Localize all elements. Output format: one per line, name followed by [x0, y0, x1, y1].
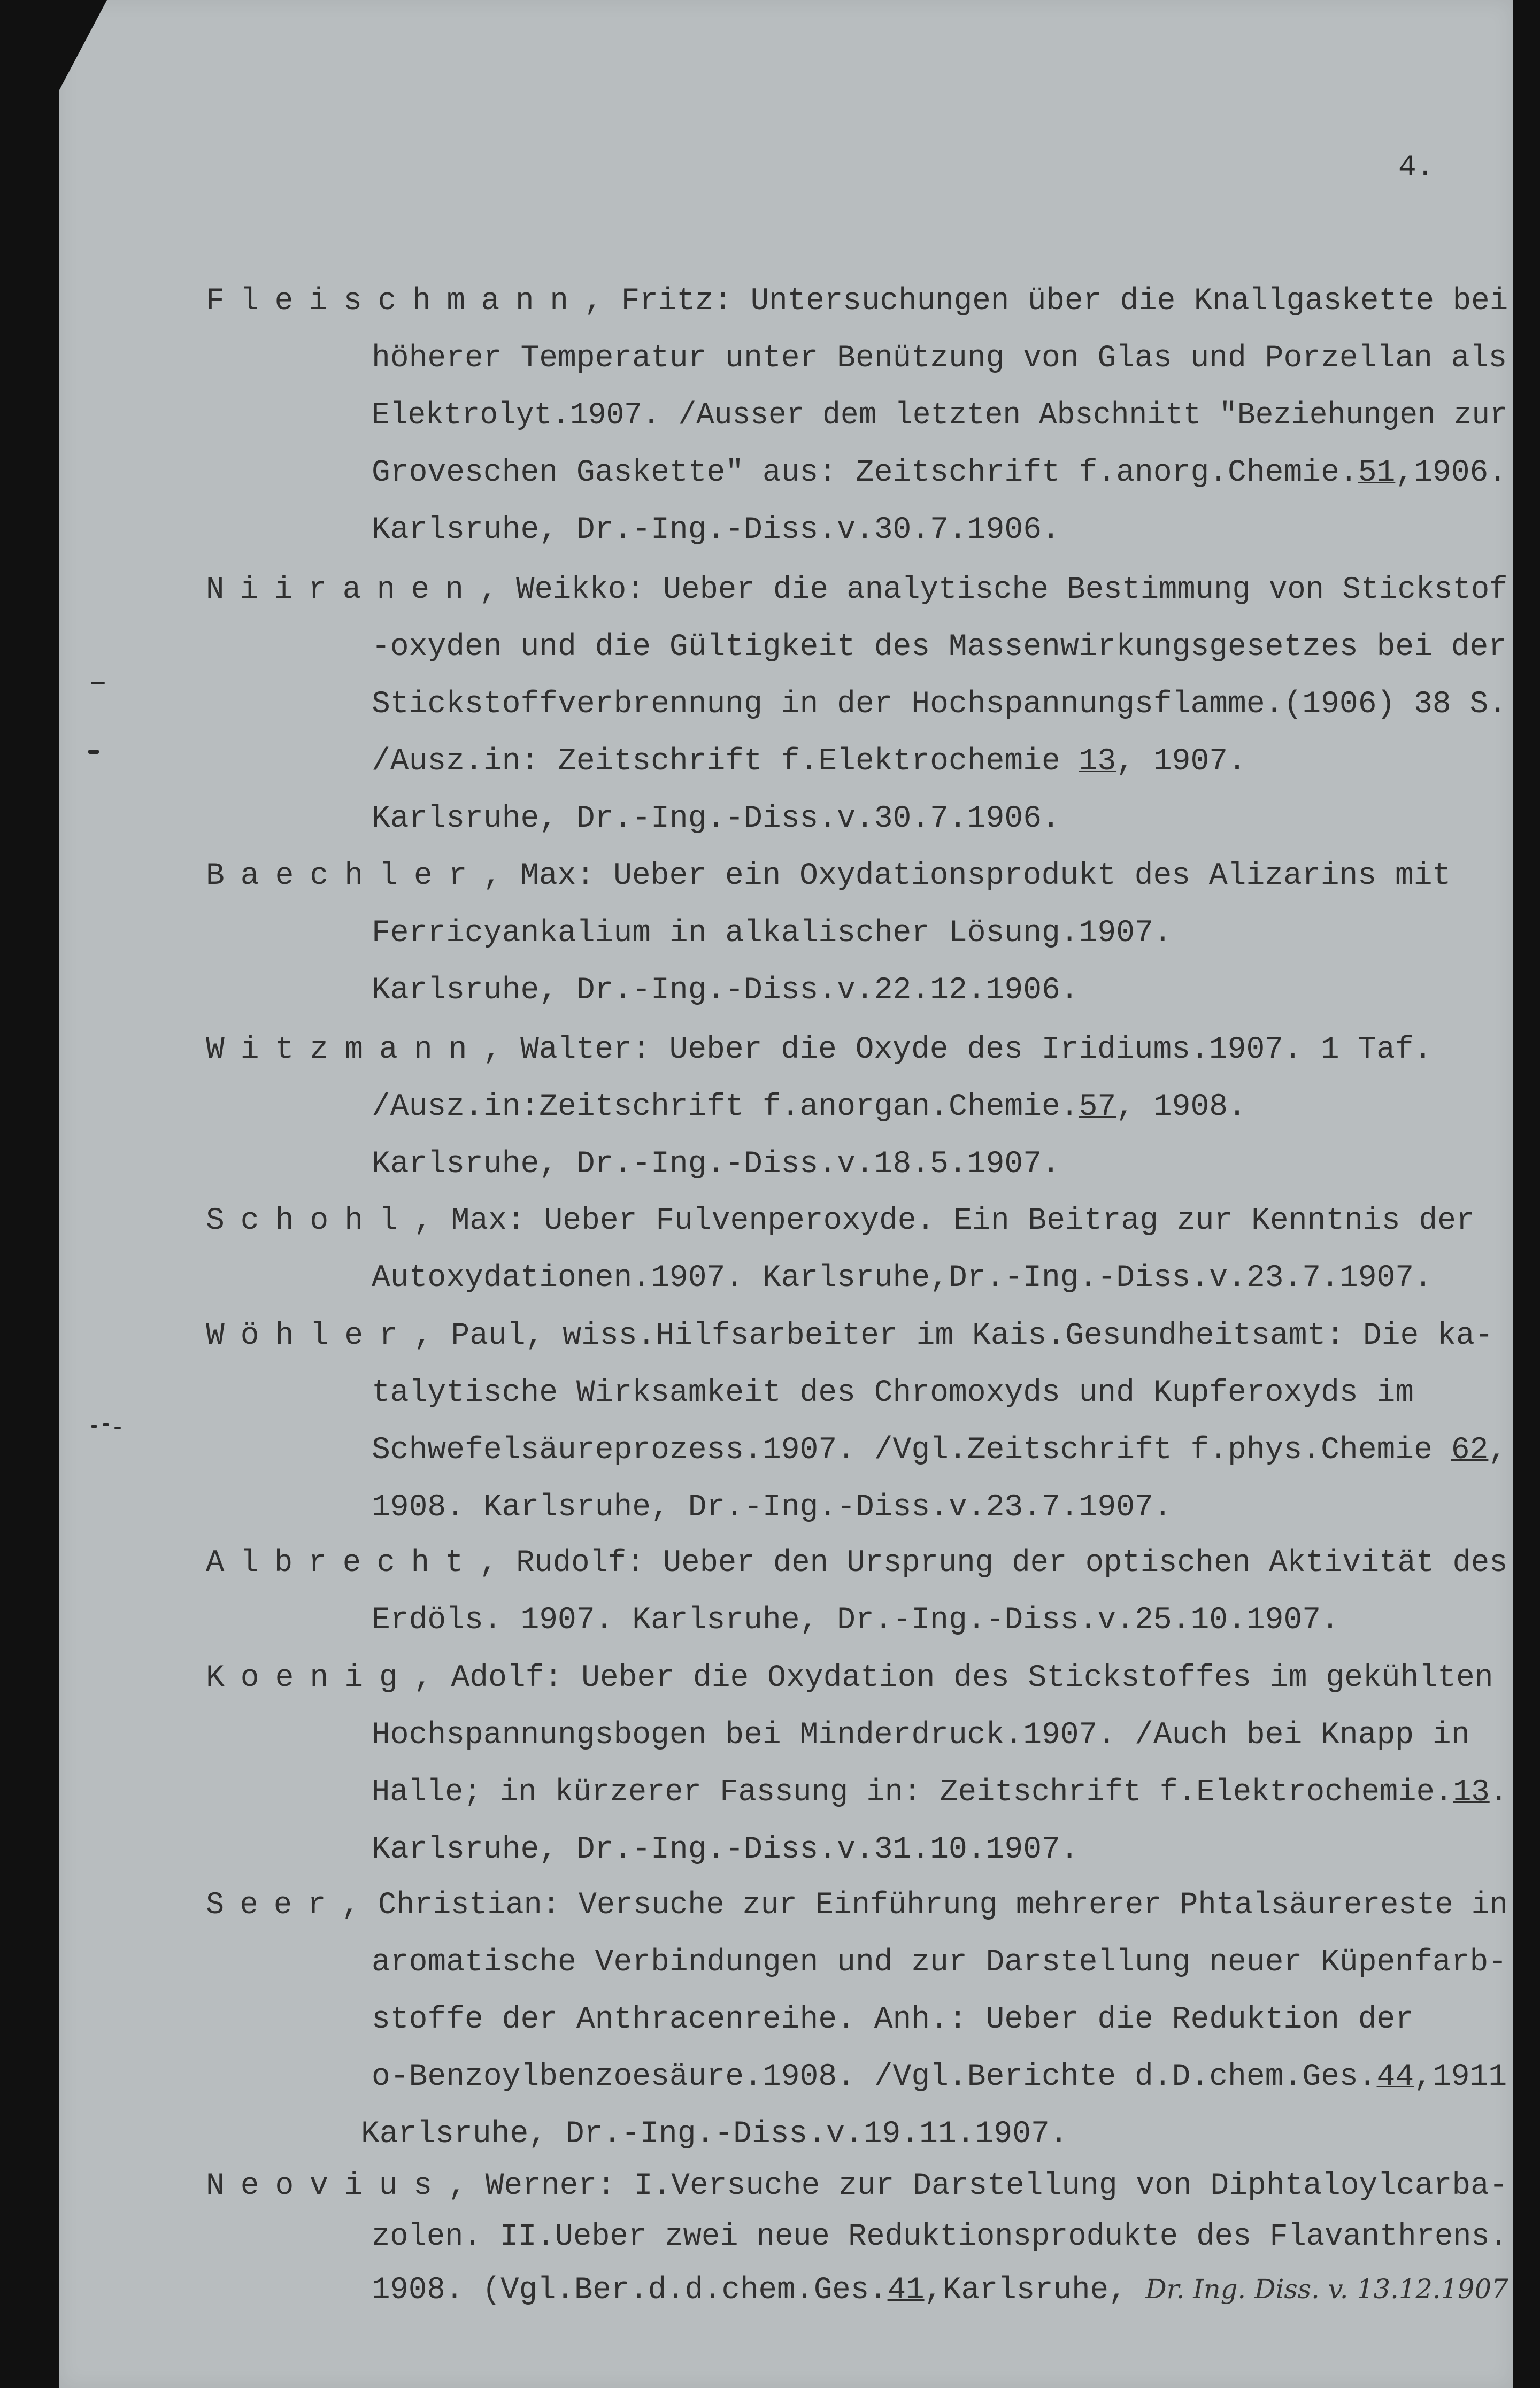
entry-text: Stickstoffverbrennung in der Hochspannungsflamme.(1906) 38 S.: [372, 687, 1507, 722]
author-surname: Witzmann: [206, 1033, 483, 1067]
entry-continuation-line: [372, 2002, 1414, 2037]
entry-text: /Ausz.in:Zeitschrift f.anorgan.Chemie.: [372, 1090, 1079, 1124]
author-surname: Seer: [206, 1888, 342, 1923]
entry-continuation-line: [372, 746, 1246, 777]
entry-first-line: [206, 286, 1508, 317]
author-surname: Albrecht: [206, 1546, 480, 1581]
entry-text: 1908. Karlsruhe, Dr.-Ing.-Diss.v.23.7.1907.: [372, 1490, 1172, 1525]
entry-first-line: [206, 1890, 1508, 1921]
page-number: 4.: [1398, 150, 1435, 184]
margin-mark: [91, 1425, 97, 1428]
margin-mark: [114, 1427, 121, 1429]
margin-mark: [88, 750, 99, 754]
author-surname: Neovius: [206, 2169, 449, 2204]
entry-text: aromatische Verbindungen und zur Darstellung neuer Küpenfarb-: [372, 1945, 1507, 1980]
entry-continuation-line: [372, 632, 1507, 663]
entry-text: , Max: Ueber ein Oxydationsprodukt des Alizarins mit: [483, 859, 1451, 893]
author-surname: Koenig: [206, 1661, 414, 1696]
entry-continuation-line: [372, 400, 1508, 432]
entry-continuation-line: [372, 1777, 1508, 1808]
dark-corner: [59, 0, 107, 91]
volume-number: 62: [1451, 1433, 1489, 1468]
entry-text: Autoxydationen.1907. Karlsruhe,Dr.-Ing.-Diss.v.23.7.1907.: [372, 1261, 1433, 1296]
entry-text: höherer Temperatur unter Benützung von Glas und Porzellan als: [372, 341, 1507, 376]
entry-text: Karlsruhe, Dr.-Ing.-Diss.v.30.7.1906.: [372, 513, 1060, 548]
entry-first-line: [206, 1663, 1493, 1694]
entry-text: Karlsruhe, Dr.-Ing.-Diss.v.30.7.1906.: [372, 802, 1060, 836]
entry-continuation-line: [372, 1263, 1433, 1294]
entry-continuation-line: [372, 1092, 1246, 1123]
entry-text: , 1907.: [1116, 744, 1246, 779]
entry-text: Karlsruhe, Dr.-Ing.-Diss.v.19.11.1907.: [361, 2117, 1068, 2152]
entry-text: Elektrolyt.1907. /Ausser dem letzten Abschnitt "Beziehungen zur: [372, 398, 1508, 433]
volume-number: 13: [1079, 744, 1116, 779]
entry-text: , Rudolf: Ueber den Ursprung der optischen Aktivität des: [479, 1546, 1508, 1581]
entry-first-line: [206, 1548, 1508, 1579]
entry-continuation-line: [372, 1947, 1507, 1978]
entry-first-line: [206, 1321, 1493, 1352]
entry-text: Halle; in kürzerer Fassung in: Zeitschrift f.Elektrochemie.: [372, 1775, 1453, 1810]
entry-text: ,1906.: [1395, 456, 1507, 490]
entry-text: stoffe der Anthracenreihe. Anh.: Ueber die Reduktion der: [372, 2002, 1414, 2037]
entry-text: Groveschen Gaskette" aus: Zeitschrift f.anorg.Chemie.: [372, 456, 1358, 490]
entry-text: /Ausz.in: Zeitschrift f.Elektrochemie: [372, 744, 1079, 779]
author-surname: Niiranen: [206, 573, 480, 607]
entry-continuation-line: [372, 689, 1507, 720]
entry-text: talytische Wirksamkeit des Chromoxyds und Kupferoxyds im: [372, 1376, 1414, 1411]
entry-continuation-line: [372, 804, 1060, 835]
volume-number: 44: [1376, 2060, 1414, 2094]
document-page: [59, 0, 1513, 2388]
entry-text: , Walter: Ueber die Oxyde des Iridiums.1907. 1 Taf.: [483, 1033, 1433, 1067]
entry-first-line: [206, 1035, 1433, 1066]
entry-first-line: [206, 2171, 1508, 2202]
entry-continuation-line: [361, 2119, 1068, 2150]
entry-text: , Werner: I.Versuche zur Darstellung von Diphtaloylcarba-: [448, 2169, 1508, 2204]
entry-continuation-line: [372, 1435, 1507, 1466]
entry-text: Schwefelsäureprozess.1907. /Vgl.Zeitschrift f.phys.Chemie: [372, 1433, 1451, 1468]
entry-text: -oxyden und die Gültigkeit des Massenwirkungsgesetzes bei der: [372, 630, 1507, 665]
entry-continuation-line: [372, 1605, 1339, 1636]
author-surname: Baechler: [206, 859, 483, 893]
entry-continuation-line: [372, 2275, 1508, 2306]
entry-first-line: [206, 575, 1508, 606]
entry-text: , 1908.: [1116, 1090, 1246, 1124]
volume-number: 13: [1453, 1775, 1490, 1810]
entry-continuation-line: [372, 515, 1060, 546]
entry-continuation-line: [372, 918, 1172, 949]
entry-continuation-line: [372, 2222, 1508, 2253]
entry-text: Erdöls. 1907. Karlsruhe, Dr.-Ing.-Diss.v.25.10.1907.: [372, 1603, 1339, 1638]
margin-mark: [103, 1423, 109, 1426]
entry-text: .: [1489, 1775, 1508, 1810]
entry-text: , Weikko: Ueber die analytische Bestimmung von Stickstof: [479, 573, 1508, 607]
entry-text: Karlsruhe, Dr.-Ing.-Diss.v.22.12.1906.: [372, 973, 1079, 1008]
entry-text: , Christian: Versuche zur Einführung mehrerer Phtalsäurereste in: [341, 1888, 1508, 1923]
entry-text: Karlsruhe, Dr.-Ing.-Diss.v.18.5.1907.: [372, 1147, 1060, 1182]
entry-text: , Adolf: Ueber die Oxydation des Stickstoffes im gekühlten: [413, 1661, 1493, 1696]
author-surname: Schohl: [206, 1204, 414, 1238]
author-surname: Fleischmann: [206, 284, 584, 319]
volume-number: 41: [887, 2273, 925, 2308]
entry-text: ,Karlsruhe,: [924, 2273, 1145, 2308]
entry-text: , Max: Ueber Fulvenperoxyde. Ein Beitrag zur Kenntnis der: [413, 1204, 1475, 1238]
entry-continuation-line: [372, 343, 1507, 374]
entry-text: ,: [1488, 1433, 1507, 1468]
entry-continuation-line: [372, 1149, 1060, 1180]
entry-text: , Paul, wiss.Hilfsarbeiter im Kais.Gesundheitsamt: Die ka-: [413, 1319, 1493, 1353]
entry-text: , Fritz: Untersuchungen über die Knallgaskette bei: [584, 284, 1508, 319]
entry-continuation-line: [372, 1378, 1414, 1409]
entry-text: Ferricyankalium in alkalischer Lösung.1907.: [372, 916, 1172, 951]
entry-text: Karlsruhe, Dr.-Ing.-Diss.v.31.10.1907.: [372, 1832, 1079, 1867]
entry-continuation-line: [372, 975, 1079, 1006]
margin-mark: [91, 682, 105, 684]
entry-continuation-line: [372, 1720, 1470, 1751]
entry-continuation-line: [372, 1832, 1079, 1867]
volume-number: 57: [1079, 1090, 1116, 1124]
entry-first-line: [206, 1206, 1475, 1237]
entry-text: Hochspannungsbogen bei Minderdruck.1907. /Auch bei Knapp in: [372, 1718, 1470, 1753]
entry-continuation-line: [372, 1492, 1172, 1523]
entry-text: 1908. (Vgl.Ber.d.d.chem.Ges.: [372, 2273, 888, 2308]
author-surname: Wöhler: [206, 1319, 414, 1353]
entry-text: zolen. II.Ueber zwei neue Reduktionsprodukte des Flavanthrens.: [372, 2220, 1508, 2254]
entry-continuation-line: [372, 2062, 1507, 2093]
entry-first-line: [206, 861, 1451, 892]
entry-text: o-Benzoylbenzoesäure.1908. /Vgl.Berichte d.D.chem.Ges.: [372, 2060, 1377, 2094]
handwritten-annotation: Dr. Ing. Diss. v. 13.12.1907: [1145, 2274, 1508, 2305]
entry-text: ,1911: [1414, 2060, 1507, 2094]
entry-continuation-line: [372, 458, 1507, 489]
volume-number: 51: [1358, 456, 1396, 490]
